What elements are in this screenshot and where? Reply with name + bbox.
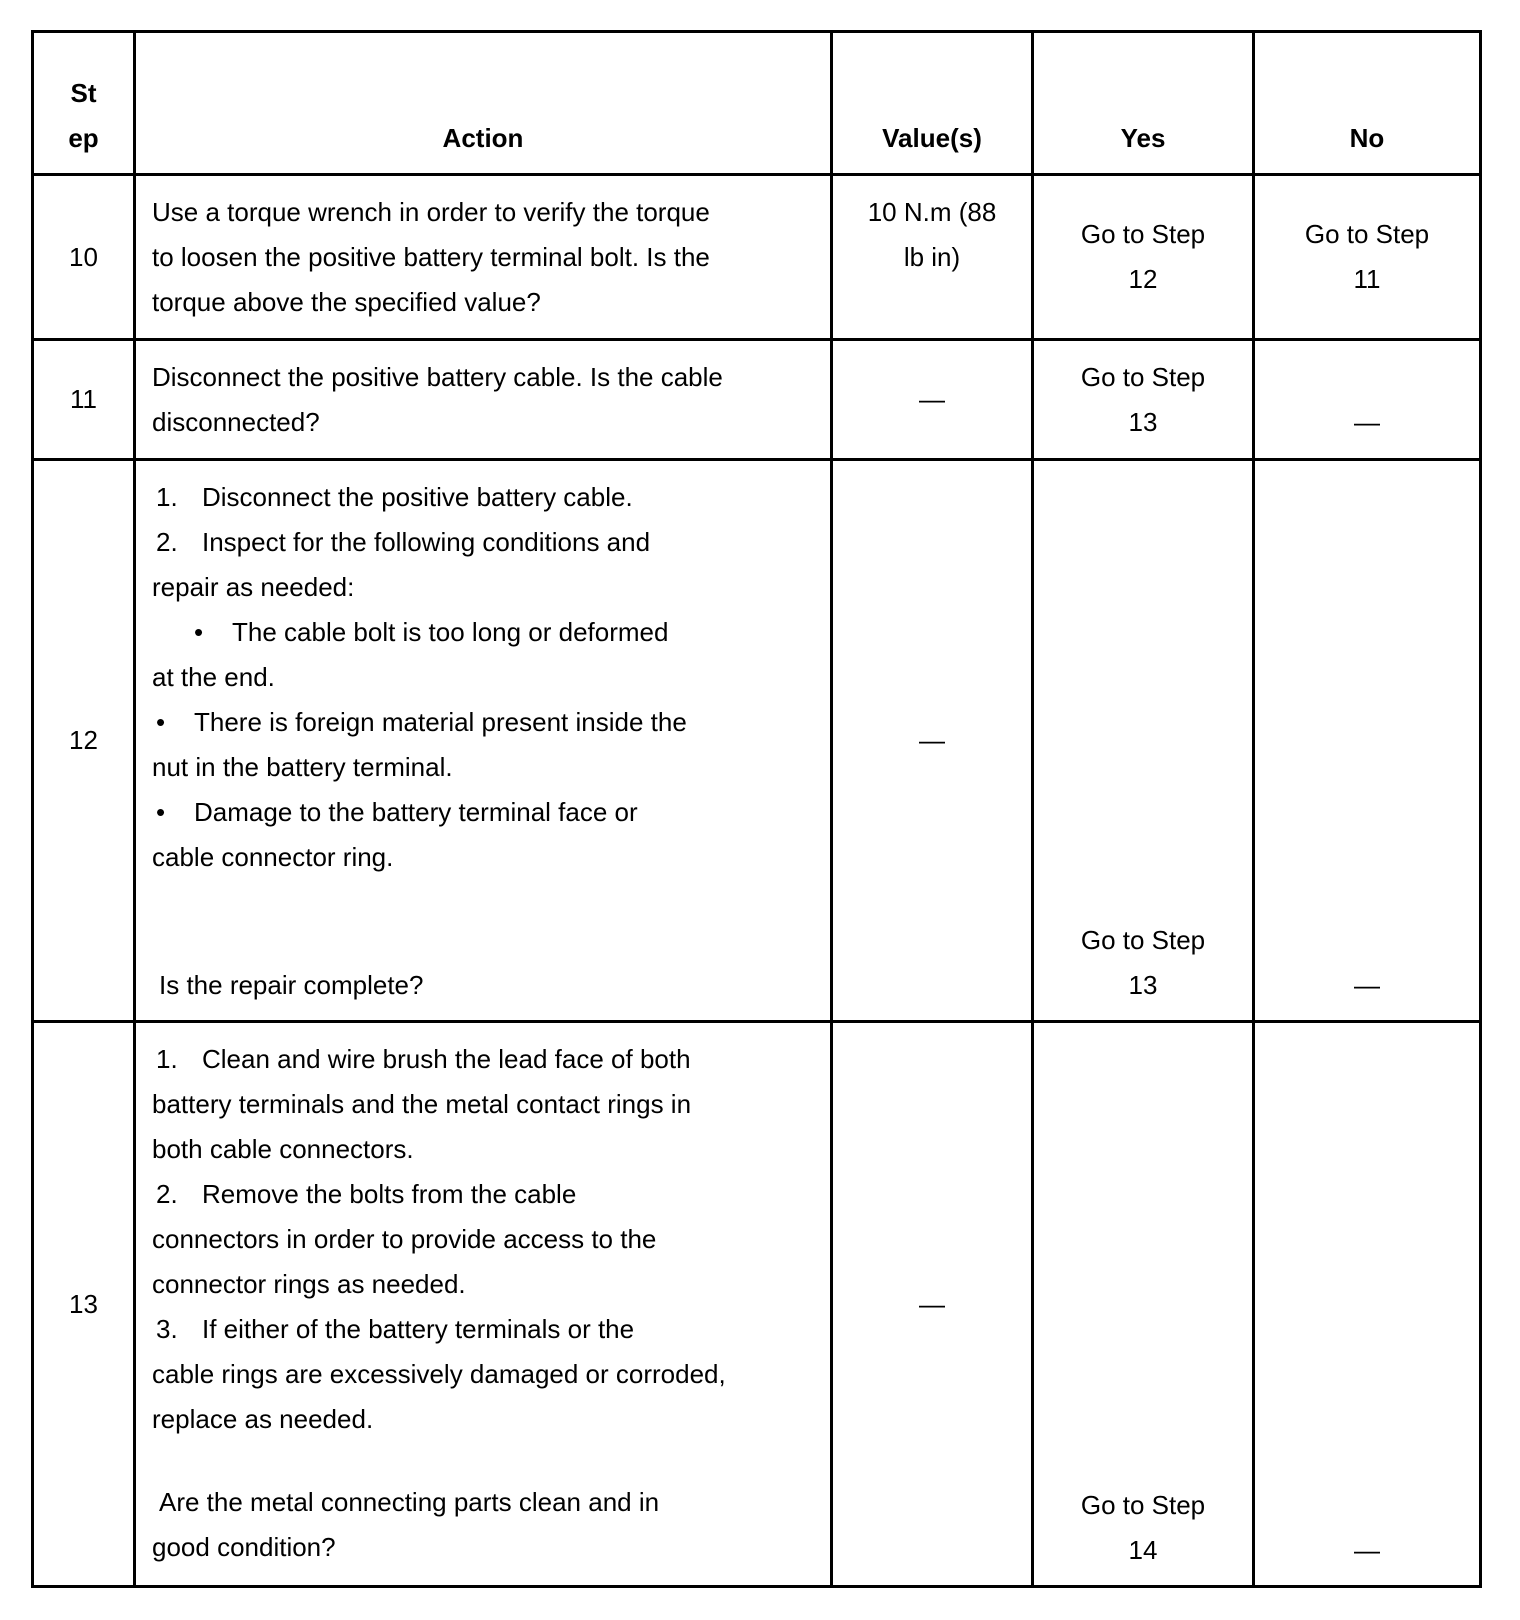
- value-line: lb in): [903, 241, 961, 272]
- yes-goto-label: Go to Step: [1080, 361, 1206, 392]
- yes-cell: [1033, 175, 1254, 340]
- no-goto-step: 11: [1353, 264, 1381, 294]
- list-number: 1.: [156, 482, 178, 512]
- yes-goto-step: 13: [1128, 406, 1158, 437]
- action-line: [152, 610, 816, 655]
- action-line: Use a torque wrench in order to verify the torque: [152, 196, 710, 227]
- header-step-line1: St: [70, 78, 97, 108]
- action-line: battery terminals and the metal contact rings in: [152, 1089, 692, 1119]
- action-question: Is the repair complete?: [159, 970, 424, 1000]
- no-goto-label: Go to Step: [1304, 219, 1430, 249]
- no-cell: [1254, 340, 1481, 460]
- action-line: cable rings are excessively damaged or corroded,: [152, 1359, 726, 1389]
- action-line: [152, 700, 816, 745]
- diagnostic-table-sheet: [31, 30, 1482, 1588]
- step-number: 10: [33, 175, 135, 340]
- list-text: Clean and wire brush the lead face of both: [202, 1044, 691, 1074]
- yes-cell: [1033, 1022, 1254, 1587]
- header-action: Action: [135, 32, 832, 175]
- action-cell: [135, 340, 832, 460]
- yes-goto-step: 13: [1128, 970, 1158, 1000]
- value-cell: —: [832, 1022, 1033, 1587]
- list-number: 2.: [156, 1179, 178, 1209]
- yes-goto-step: 12: [1128, 264, 1158, 294]
- action-line: nut in the battery terminal.: [152, 752, 453, 782]
- action-line: [152, 1172, 816, 1217]
- value-cell: —: [832, 340, 1033, 460]
- list-number: 3.: [156, 1314, 178, 1344]
- bullet-icon: •: [156, 797, 166, 827]
- action-cell: [135, 1022, 832, 1587]
- no-dash: —: [1354, 406, 1380, 437]
- action-question: Are the metal connecting parts clean and in: [159, 1487, 660, 1517]
- value-cell: —: [832, 460, 1033, 1022]
- bullet-icon: •: [194, 617, 204, 647]
- spacer: [152, 880, 816, 925]
- header-step-line2: ep: [68, 123, 99, 153]
- table-row-step-12: [33, 460, 1481, 1022]
- action-line: Disconnect the positive battery cable. Is the cable: [152, 361, 723, 392]
- action-cell: [135, 175, 832, 340]
- no-cell: —: [1254, 1022, 1481, 1587]
- step-number: 13: [33, 1022, 135, 1587]
- yes-goto-label: Go to Step: [1080, 1490, 1206, 1520]
- yes-goto-label: Go to Step: [1080, 219, 1206, 249]
- action-cell: [135, 460, 832, 1022]
- no-cell: —: [1254, 460, 1481, 1022]
- bullet-text: Damage to the battery terminal face or: [194, 797, 638, 827]
- value-line: 10 N.m (88: [867, 196, 997, 227]
- list-text: Remove the bolts from the cable: [202, 1179, 577, 1209]
- yes-goto-label: Go to Step: [1080, 925, 1206, 955]
- value-cell: [832, 175, 1033, 340]
- spacer: [152, 1442, 816, 1480]
- action-question: good condition?: [152, 1532, 336, 1562]
- header-values: Value(s): [832, 32, 1033, 175]
- bullet-icon: •: [156, 707, 166, 737]
- table-row-step-13: [33, 1022, 1481, 1587]
- action-line: cable connector ring.: [152, 842, 394, 872]
- spacer: [152, 925, 816, 963]
- list-number: 2.: [156, 527, 178, 557]
- action-line: disconnected?: [152, 406, 320, 437]
- bullet-text: The cable bolt is too long or deformed: [232, 617, 669, 647]
- action-line: replace as needed.: [152, 1404, 374, 1434]
- yes-goto-step: 14: [1128, 1535, 1158, 1565]
- action-line: connector rings as needed.: [152, 1269, 466, 1299]
- list-number: 1.: [156, 1044, 178, 1074]
- yes-cell: [1033, 460, 1254, 1022]
- table-row-step-10: [33, 175, 1481, 340]
- list-text: If either of the battery terminals or the: [202, 1314, 635, 1344]
- action-line: connectors in order to provide access to the: [152, 1224, 657, 1254]
- action-line: [152, 1037, 816, 1082]
- action-line: at the end.: [152, 662, 275, 692]
- header-step: [33, 32, 135, 175]
- header-no: No: [1254, 32, 1481, 175]
- action-line: [152, 520, 816, 565]
- header-yes: Yes: [1033, 32, 1254, 175]
- table-header-row: [33, 32, 1481, 175]
- action-line: [152, 790, 816, 835]
- step-number: 11: [33, 340, 135, 460]
- action-line: torque above the specified value?: [152, 286, 541, 317]
- action-line: [152, 475, 816, 520]
- yes-cell: [1033, 340, 1254, 460]
- step-number: 12: [33, 460, 135, 1022]
- action-line: to loosen the positive battery terminal bolt. Is the: [152, 241, 710, 272]
- action-line: repair as needed:: [152, 572, 355, 602]
- list-text: Disconnect the positive battery cable.: [202, 482, 633, 512]
- bullet-text: There is foreign material present inside the: [194, 707, 687, 737]
- table-row-step-11: [33, 340, 1481, 460]
- list-text: Inspect for the following conditions and: [202, 527, 651, 557]
- no-cell: [1254, 175, 1481, 340]
- action-line: [152, 1307, 816, 1352]
- action-line: both cable connectors.: [152, 1134, 414, 1164]
- diagnostic-table: [31, 30, 1482, 1588]
